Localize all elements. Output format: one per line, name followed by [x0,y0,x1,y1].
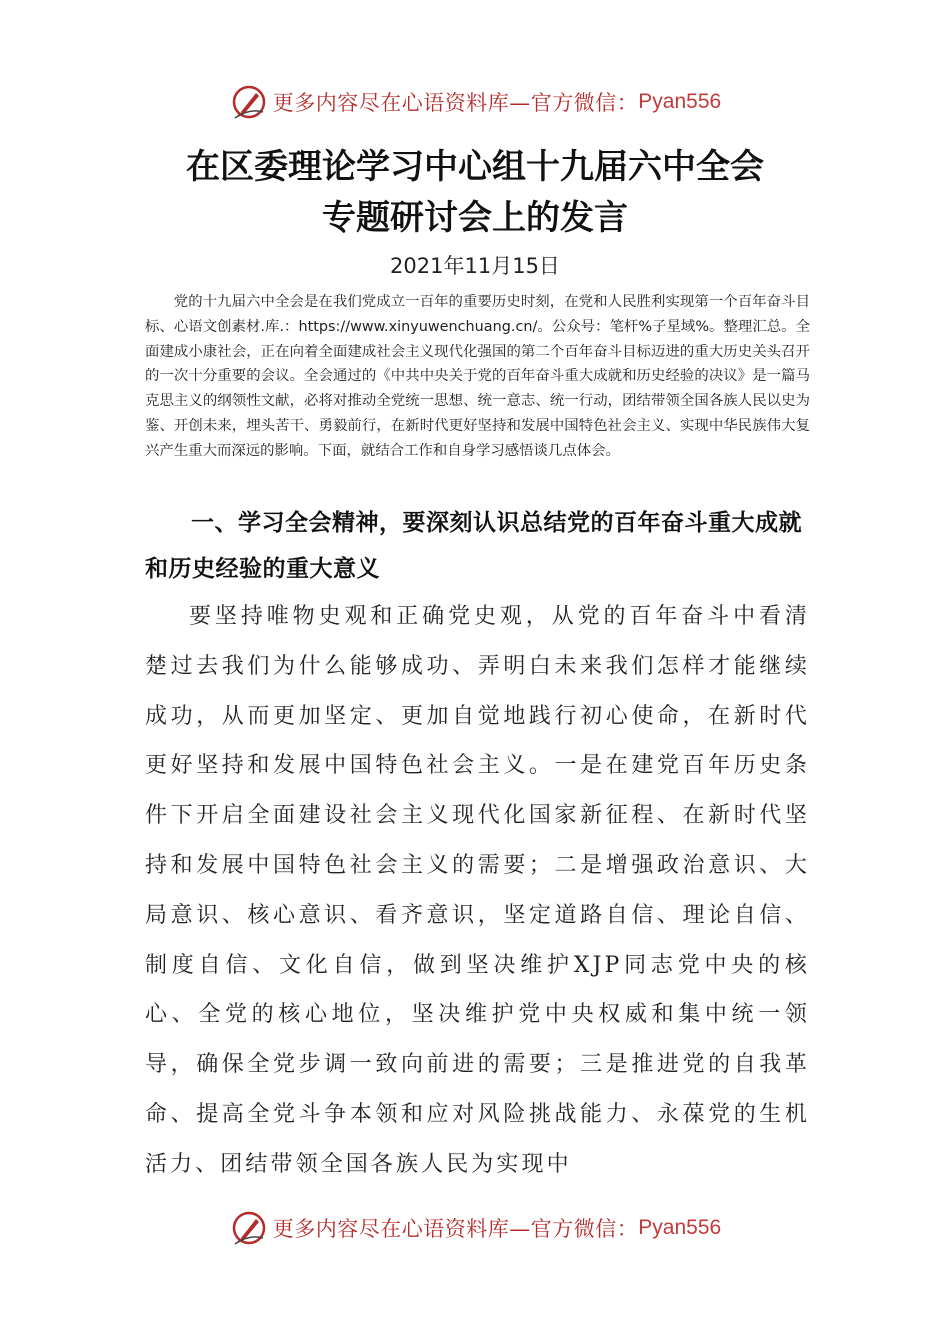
intro-paragraph: 党的十九届六中全会是在我们党成立一百年的重要历史时刻，在党和人民胜利实现第一个百年奋斗目标、心语文创素材.库.：https://www.xinyuwenchuang.cn/。公众号：笔杆%子星域%。整理汇总。全面建成小康社会，正在向着全面建成社会主义现代化强国的第二个百年奋斗目标迈进的重大历史关头召开的一次十分重要的会议。全会通过的《中共中央关于党的百年奋斗重大成就和历史经验的决议》是一篇马克思主义的纲领性文献，必将对推动全党统一思想、统一意志、统一行动，团结带领全国各族人民以史为鉴、开创未来，埋头苦干、勇毅前行，在新时代更好坚持和发展中国特色社会主义、实现中华民族伟大复兴产生重大而深远的影响。下面，就结合工作和自身学习感悟谈几点体会。 [145,294,810,459]
wechat-id: Pyan556 [638,1216,722,1239]
pen-nib-logo-icon [229,1208,269,1248]
wechat-id: Pyan556 [638,90,722,113]
document-title-line-2: 专题研讨会上的发言 [322,198,628,238]
document-date: 2021年11月15日 [390,254,560,278]
pen-nib-logo-icon [229,82,269,122]
header-banner [0,80,950,124]
banner-text: 更多内容尽在心语资料库—官方微信： [272,91,639,115]
body-paragraph: 要坚持唯物史观和正确党史观，从党的百年奋斗中看清楚过去我们为什么能够成功、弄明白未来我们怎样才能继续成功，从而更加坚定、更加自觉地践行初心使命，在新时代更好坚持和发展中国特色社会主义。一是在建党百年历史条件下开启全面建设社会主义现代化国家新征程、在新时代坚持和发展中国特色社会主义的需要；二是增强政治意识、大局意识、核心意识、看齐意识，坚定道路自信、理论自信、制度自信、文化自信，做到坚决维护XJP同志党中央的核心、全党的核心地位，坚决维护党中央权威和集中统一领导，确保全党步调一致向前进的需要；三是推进党的自我革命、提高全党斗争本领和应对风险挑战能力、永葆党的生机活力、团结带领全国各族人民为实现中 [145,604,810,1177]
banner-text: 更多内容尽在心语资料库—官方微信： [272,1217,639,1241]
document-title-line-1: 在区委理论学习中心组十九届六中全会 [186,147,764,187]
footer-banner [0,1206,950,1250]
section-heading: 一、学习全会精神，要深刻认识总结党的百年奋斗重大成就和历史经验的重大意义 [145,510,802,582]
